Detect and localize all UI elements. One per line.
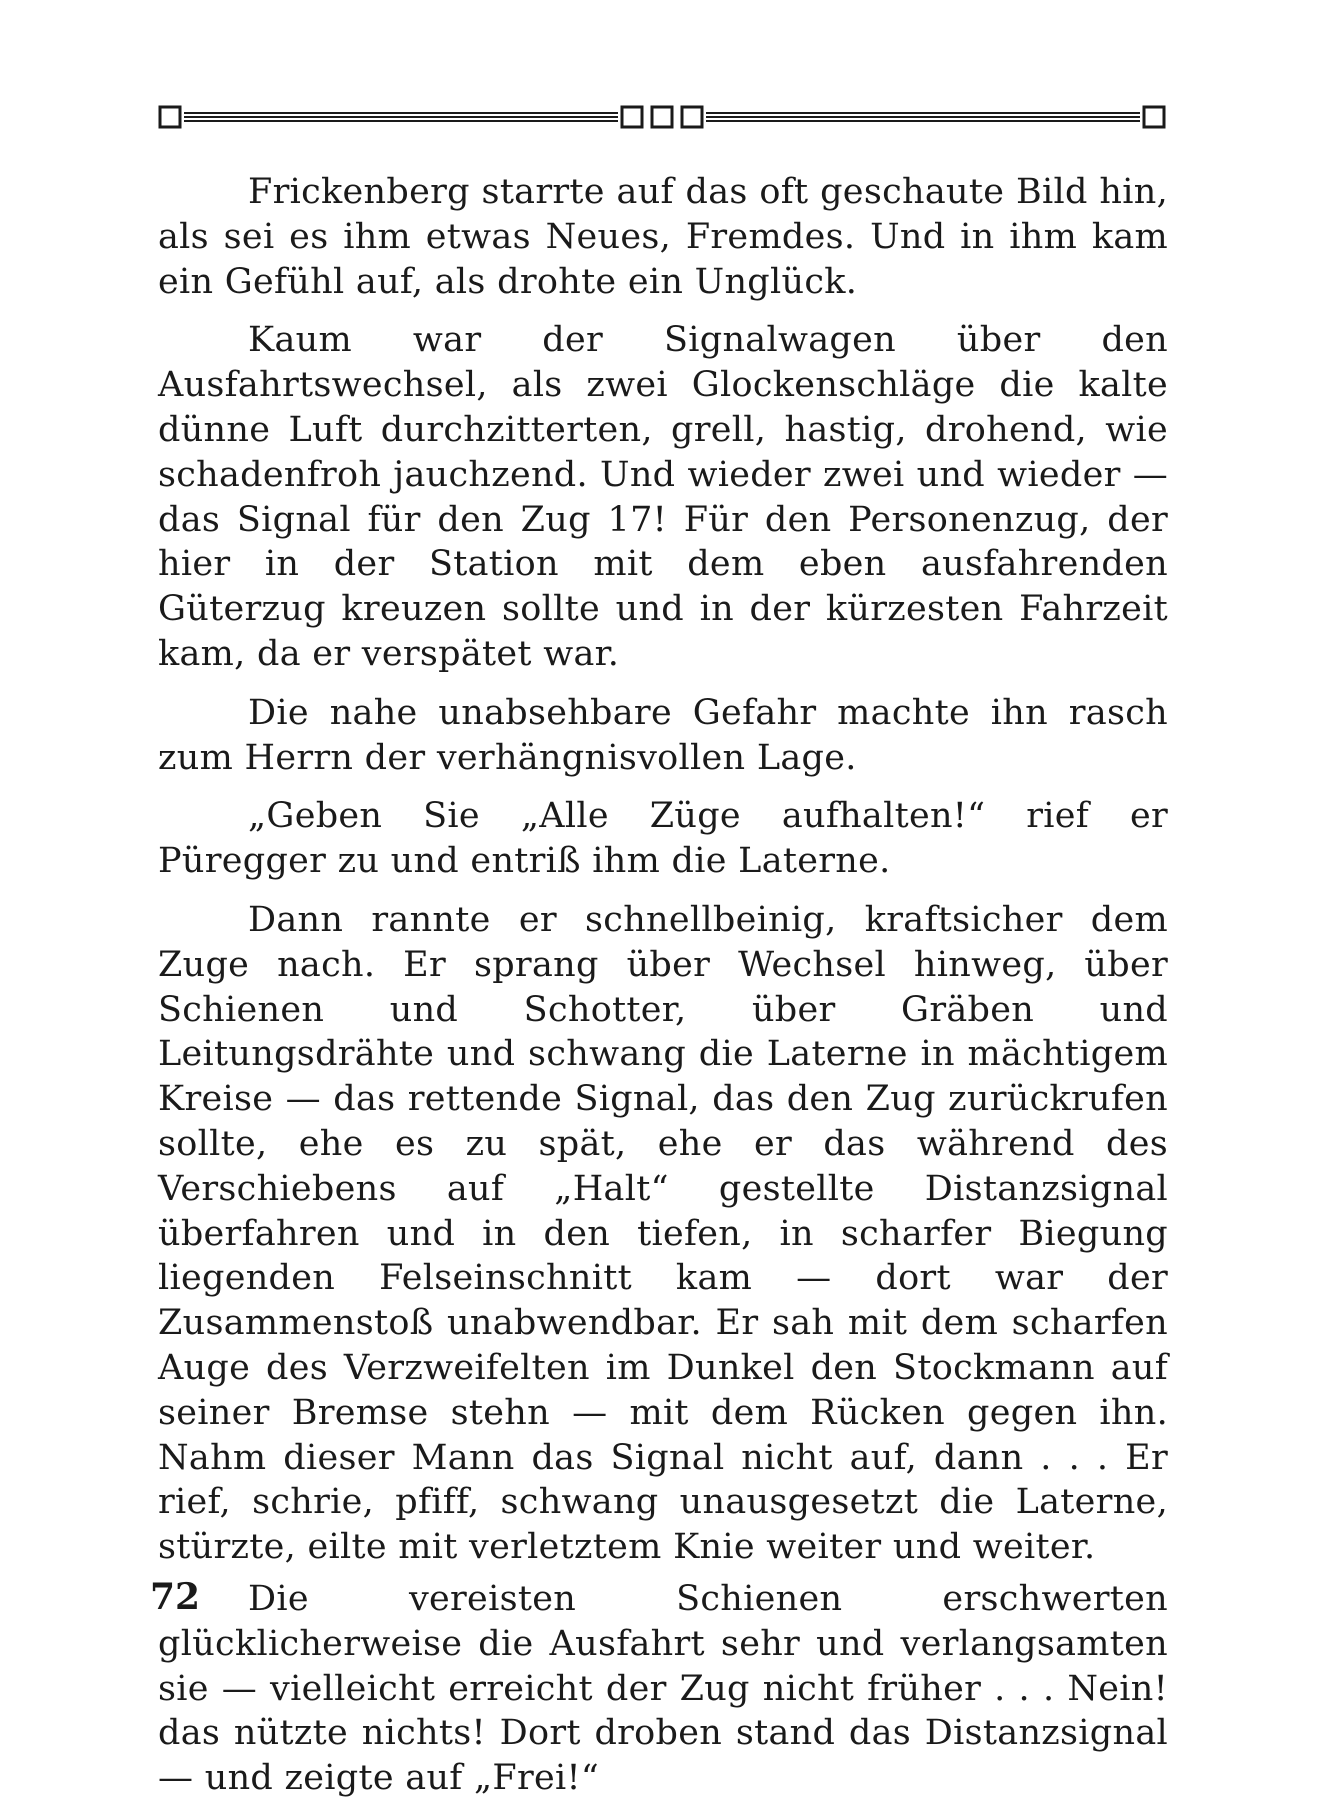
paragraph: Die nahe unabsehbare Gefahr machte ihn rasch zum Herrn der verhängnisvollen Lage. (158, 692, 1168, 778)
ornament-square-center-1 (622, 107, 642, 127)
paragraph: „Geben Sie „Alle Züge aufhalten!“ rief er Püregger zu und entriß ihm die Laterne. (158, 796, 1168, 882)
header-ornament (158, 100, 1168, 136)
paragraph: Die vereisten Schienen erschwerten glücklicherweise die Ausfahrt sehr und verlangsamten sie — vielleicht erreicht der Zug nicht früher . . . Nein! das nützte nichts! Dort droben stand das Distanzsignal — und zeigte auf „Frei!“ (158, 1578, 1168, 1799)
ornament-square-center-2 (652, 107, 672, 127)
paragraph: Dann rannte er schnellbeinig, kraftsicher dem Zuge nach. Er sprang über Wechsel hinweg, über Schienen und Schotter, über Gräben und Leitungsdrähte und schwang die Laterne in mächtigem Kreise — das rettende Signal, das den Zug zurückrufen sollte, ehe es zu spät, ehe er das während des Verschiebens auf „Halt“ gestellte Distanzsignal überfahren und in den tiefen, in scharfer Biegung liegenden Felseinschnitt kam — dort war der Zusammenstoß unabwendbar. Er sah mit dem scharfen Auge des Verzweifelten im Dunkel den Stockmann auf seiner Bremse stehn — mit dem Rücken gegen ihn. Nahm dieser Mann das Signal nicht auf, dann . . . Er rief, schrie, pfiff, schwang unausgesetzt die Laterne, stürzte, eilte mit verletztem Knie weiter und weiter. (158, 899, 1168, 1568)
paragraph: Frickenberg starrte auf das oft geschaute Bild hin, als sei es ihm etwas Neues, Fremdes. Und in ihm kam ein Gefühl auf, als drohte ein Unglück. (158, 172, 1168, 302)
ornament-square-left (160, 107, 180, 127)
body-text (158, 170, 1168, 1808)
page-number: 72 (150, 1576, 201, 1618)
ornament-square-right (1144, 107, 1164, 127)
ornament-square-center-3 (682, 107, 702, 127)
paragraph: Kaum war der Signalwagen über den Ausfahrtswechsel, als zwei Glockenschläge die kalte dünne Luft durchzitterten, grell, hastig, drohend, wie schadenfroh jauchzend. Und wieder zwei und wieder — das Signal für den Zug 17! Für den Personenzug, der hier in der Station mit dem eben ausfahrenden Güterzug kreuzen sollte und in der kürzesten Fahrzeit kam, da er verspätet war. (158, 320, 1168, 674)
